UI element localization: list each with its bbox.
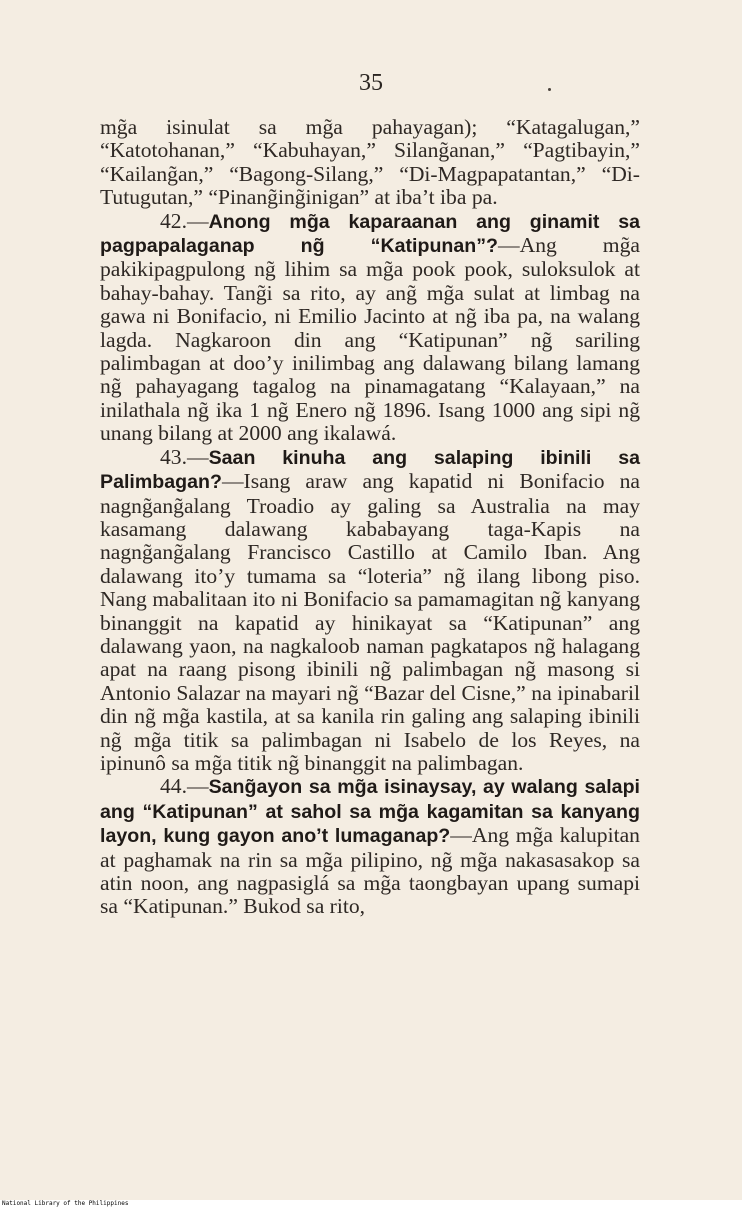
library-footer: National Library of the Philippines — [0, 1200, 742, 1208]
page-number: 35 — [359, 70, 383, 96]
question-text: Sang̃ayon sa mg̃a isinaysay, ay walang salapi ang “Katipunan” at sahol sa mg̃a kagamitan sa kanyang layon, kung gayon ano’t lumaganap? — [100, 776, 640, 848]
question-number: 43.— — [160, 444, 209, 469]
page-body — [100, 116, 640, 919]
question-43 — [100, 446, 640, 776]
question-42 — [100, 210, 640, 446]
question-text: Anong mg̃a kaparaanan ang ginamit sa pagpapalaganap ng̃ “Katipunan”? — [100, 210, 640, 258]
answer-text: —Isang araw ang kapatid ni Bonifacio na nagng̃ang̃alang Troadio ay galing sa Australia na may kasamang dalawang kababayang taga-Kapis na nagng̃ang̃alang Francisco Castillo at Camilo Iban. Ang dalawang ito’y tumama sa “loteria” ng̃ ilang libong piso. Nang mabalitaan ito ni Bonifacio sa pamamagitan ng̃ kanyang binanggit na kapatid ay hinikayat sa “Katipunan” ang dalawang yaon, na nagkaloob naman pagkatapos ng̃ halagang apat na raang pisong ibinili ng̃ palimbagan ng̃ masong si Antonio Salazar na mayari ng̃ “Bazar del Cisne,” na ipinabaril din ng̃ mg̃a kastila, at sa kanila rin galing ang salaping ibinili ng̃ mg̃a titik sa palimbagan ni Isabelo de los Reyes, na ipinunô sa mg̃a titik ng̃ binanggit na palimbagan. — [100, 469, 640, 775]
question-44 — [100, 775, 640, 918]
question-text: Saan kinuha ang salaping ibinili sa Palimbagan? — [100, 446, 640, 494]
answer-text: —Ang mg̃a pakikipagpulong ng̃ lihim sa mg̃a pook pook, suloksulok at bahay-bahay. Tang̃i sa rito, ay ang̃ mg̃a sulat at limbag na gawa ni Bonifacio, ni Emilio Jacinto at ng̃ iba pa, na walang lagda. Nagkaroon din ang “Katipunan” ng̃ sariling palimbagan at doo’y inilimbag ang dalawang bilang lamang ng̃ pahayagang tagalog na pinamagatang “Kalayaan,” na inilathala ng̃ ika 1 ng̃ Enero ng̃ 1896. Isang 1000 ang sipi ng̃ unang bilang at 2000 ang ikalawá. — [100, 233, 640, 446]
question-number: 42.— — [160, 208, 209, 233]
answer-text: —Ang mg̃a kalupitan at paghamak na rin sa mg̃a pilipino, ng̃ mg̃a nakasasakop sa atin noon, ang nagpasiglá sa mg̃a taongbayan upang sumapi sa “Katipunan.” Bukod sa rito, — [100, 823, 640, 919]
question-number: 44.— — [160, 774, 209, 799]
paragraph-intro: mg̃a isinulat sa mg̃a pahayagan); “Katagalugan,” “Katotohanan,” “Kabuhayan,” Silang̃anan,” “Pagtibayin,” “Kailang̃an,” “Bagong-Silang,” “Di-Magpapatantan,” “Di-Tutugutan,” “Pinang̃ing̃inigan” at iba’t iba pa. — [100, 115, 640, 210]
